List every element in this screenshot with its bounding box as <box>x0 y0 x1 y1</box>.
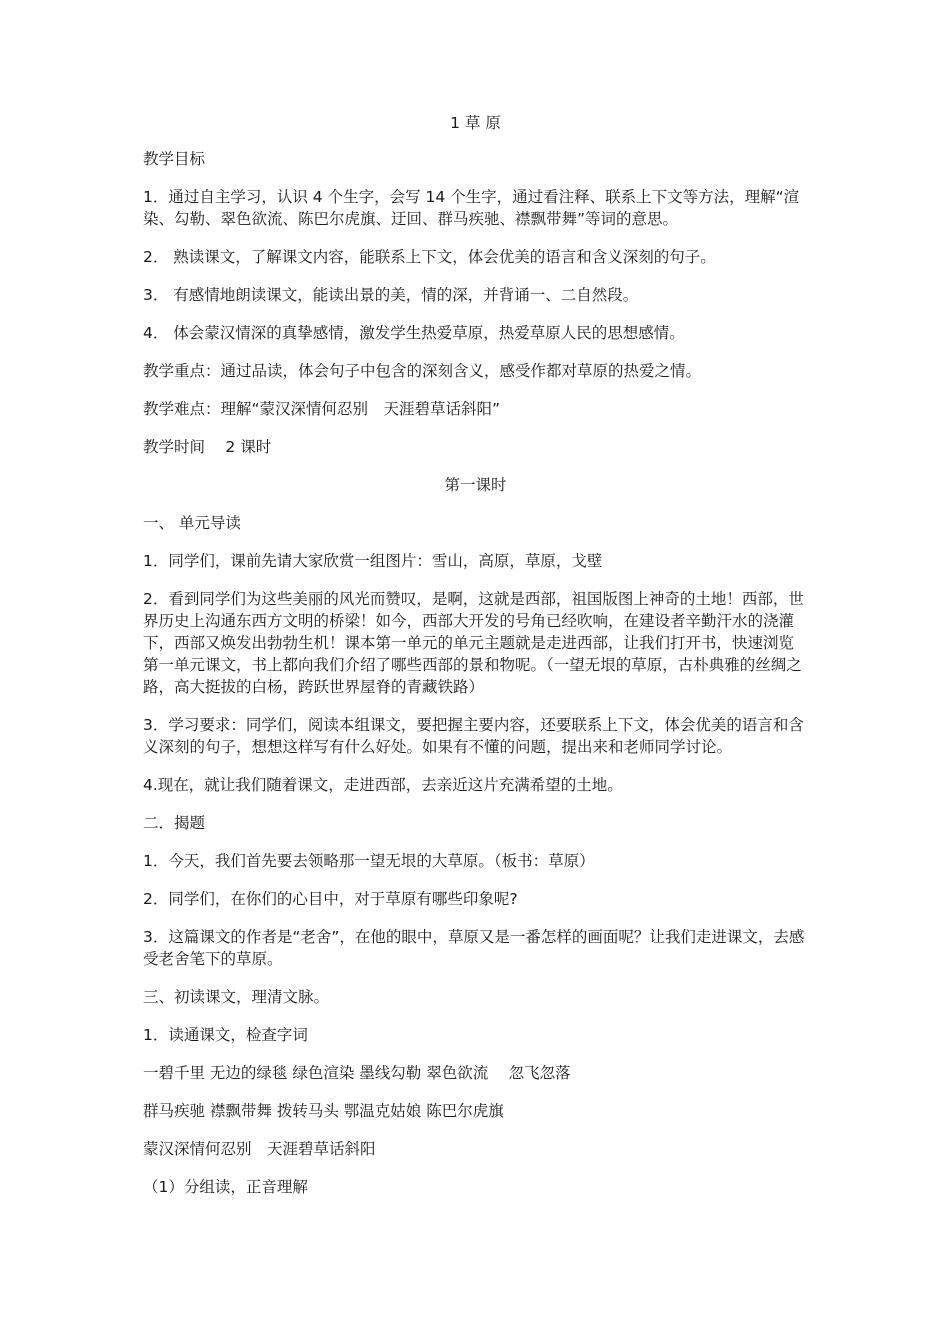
word-line: 一碧千里 无边的绿毯 绿色渲染 墨线勾勒 翠色欲流 忽飞忽落 <box>143 1064 571 1082</box>
section2-item: 1．今天，我们首先要去领略那一望无垠的大草原。（板书：草原） <box>143 852 595 870</box>
word-line: 蒙汉深情何忍别 天涯碧草话斜阳 <box>143 1140 376 1158</box>
lesson-title: 1 草 原 <box>450 114 501 132</box>
section3-item: 1．读通课文，检查字词 <box>143 1026 308 1044</box>
section2-item: 2．同学们，在你们的心目中，对于草原有哪些印象呢? <box>143 890 518 908</box>
sub-item: （1）分组读，正音理解 <box>143 1178 308 1196</box>
section1-heading: 一、 单元导读 <box>143 514 241 532</box>
word-line: 群马疾驰 襟飘带舞 拨转马头 鄂温克姑娘 陈巴尔虎旗 <box>143 1102 504 1120</box>
section2-item: 3．这篇课文的作者是“老舍”，在他的眼中，草原又是一番怎样的画面呢？让我们走进课文，去感受老舍笔下的草原。 <box>143 928 805 968</box>
objective-item: 4． 体会蒙汉情深的真挚感情，激发学生热爱草原，热爱草原人民的思想感情。 <box>143 324 685 342</box>
lesson1-heading: 第一课时 <box>444 476 507 494</box>
objective-item: 3． 有感情地朗读课文，能读出景的美，情的深，并背诵一、二自然段。 <box>143 286 639 304</box>
section1-item: 1．同学们，课前先请大家欣赏一组图片：雪山，高原，草原，戈壁 <box>143 552 603 570</box>
section1-item: 3．学习要求：同学们，阅读本组课文，要把握主要内容，还要联系上下文，体会优美的语言和含义深刻的句子，想想这样写有什么好处。如果有不懂的问题，提出来和老师同学讨论。 <box>143 716 804 756</box>
teaching-time: 教学时间 2 课时 <box>143 438 272 456</box>
section1-item: 4.现在，就让我们随着课文，走进西部，去亲近这片充满希望的土地。 <box>143 776 623 794</box>
section2-heading: 二．揭题 <box>143 814 206 832</box>
section3-heading: 三、初读课文，理清文脉。 <box>143 988 330 1006</box>
section1-item: 2．看到同学们为这些美丽的风光而赞叹，是啊，这就是西部，祖国版图上神奇的土地！西部，世界历史上沟通东西方文明的桥梁！如今，西部大开发的号角已经吹响，在建设者辛勤汗水的浇灌下，西部又焕发出勃勃生机！课本第一单元的单元主题就是走进西部，让我们打开书，快速浏览第一单元课文，书上都向我们介绍了哪些西部的景和物呢。（一望无垠的草原，古朴典雅的丝绸之路，高大挺拔的白杨，跨跃世界屋脊的青藏铁路） <box>143 590 804 696</box>
objective-item: 2． 熟读课文，了解课文内容，能联系上下文，体会优美的语言和含义深刻的句子。 <box>143 248 716 266</box>
difficult-point: 教学难点：理解“蒙汉深情何忍别 天涯碧草话斜阳” <box>143 400 501 418</box>
key-point: 教学重点：通过品读，体会句子中包含的深刻含义，感受作都对草原的热爱之情。 <box>143 362 702 380</box>
objectives-heading: 教学目标 <box>143 150 206 168</box>
objective-item: 1．通过自主学习，认识 4 个生字，会写 14 个生字，通过看注释、联系上下文等方法，理解“渲染、勾勒、翠色欲流、陈巴尔虎旗、迂回、群马疾驰、襟飘带舞”等词的意思。 <box>143 188 800 228</box>
document-body <box>143 112 808 1214</box>
